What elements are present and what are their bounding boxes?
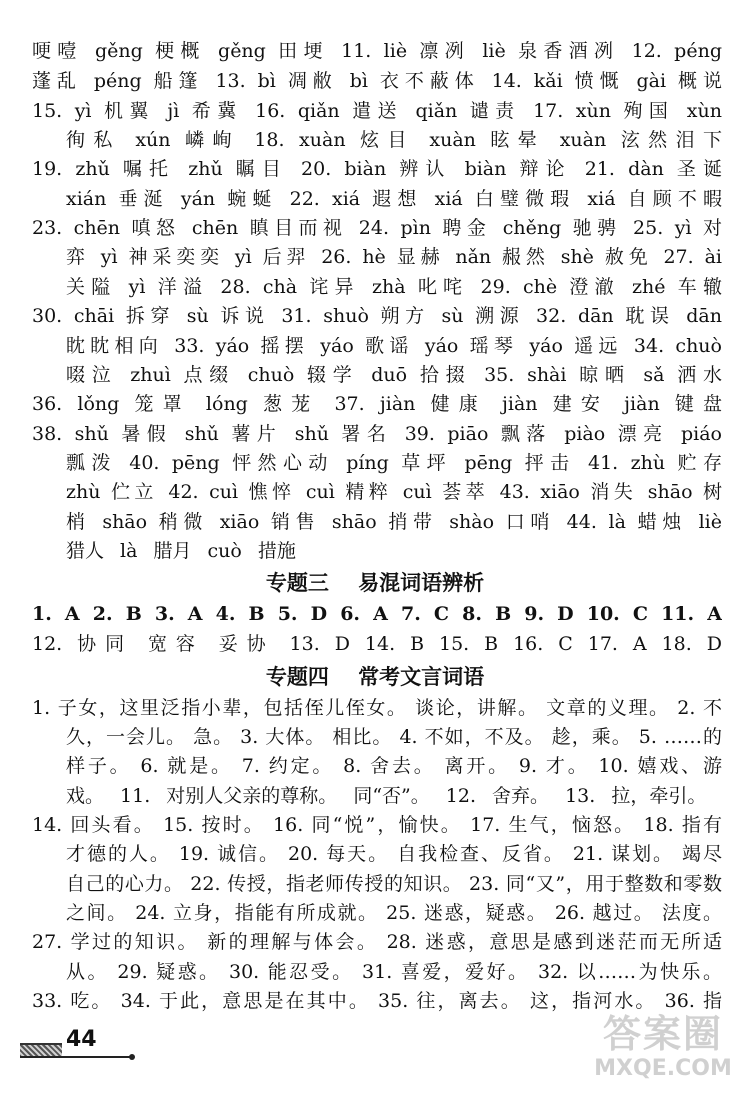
answer-line: 久，一会儿。 急。 3. 大体。 相比。 4. 不如，不及。 趁，乘。 5. ……的: [66, 726, 722, 748]
answer-line: 才德的人。 19. 诚信。 20. 每天。 自我检查、反省。 21. 谋划。 竭尽: [66, 843, 722, 865]
text-line: 啜泣 zhuì 点缀 chuò 辍学 duō 拾掇 35. shài 晾晒 sǎ 洒水: [66, 364, 722, 386]
watermark-site-text: MXQE.COM: [594, 1056, 732, 1081]
answer-line: 自己的心力。 22. 传授，指老师传授的知识。 23. 同“又”，用于整数和零数: [66, 873, 722, 895]
answer-line: 1. A 2. B 3. A 4. B 5. D 6. A 7. C 8. B 9. D 10. C 11. A: [32, 603, 722, 625]
text-line: 徇私 xún 嶙峋 18. xuàn 炫目 xuàn 眩晕 xuàn 泫然泪下: [66, 129, 722, 151]
text-line: 19. zhǔ 嘱托 zhǔ 瞩目 20. biàn 辨认 biàn 辩论 21. dàn 圣诞: [32, 158, 722, 180]
watermark-logo-text: 答案圈: [602, 1012, 723, 1056]
answer-line: 27. 学过的知识。 新的理解与体会。 28. 迷惑，意思是感到迷茫而无所适: [32, 931, 722, 953]
page-number: 44: [66, 1027, 97, 1052]
text-line: 梢 shāo 稍微 xiāo 销售 shāo 捎带 shào 口哨 44. là 蜡烛 liè: [66, 511, 722, 533]
answer-line: 14. 回头看。 15. 按时。 16. 同“悦”，愉快。 17. 生气，恼怒。 18. 指有: [32, 814, 722, 836]
text-line: 蓬乱 péng 船篷 13. bì 凋敝 bì 衣不蔽体 14. kǎi 愤慨 gài 概说: [32, 70, 722, 92]
text-line: 15. yì 机翼 jì 希冀 16. qiǎn 遣送 qiǎn 谴责 17. xùn 殉国 xùn: [32, 100, 722, 122]
answer-line: 33. 吃。 34. 于此，意思是在其中。 35. 往，离去。 这，指河水。 36. 指: [32, 990, 722, 1012]
answer-line: 从。 29. 疑惑。 30. 能忍受。 31. 喜爱，爱好。 32. 以……为快乐。: [66, 961, 722, 983]
answer-line: 样子。 6. 就是。 7. 约定。 8. 舍去。 离开。 9. 才。 10. 嬉戏、游: [66, 755, 722, 777]
answer-line: 之间。 24. 立身，指能有所成就。 25. 迷惑，疑惑。 26. 越过。 法度。: [66, 902, 722, 924]
text-line: 弈 yì 神采奕奕 yì 后羿 26. hè 显赫 nǎn 赧然 shè 赦免 27. ài: [66, 246, 722, 268]
text-line: 36. lǒng 笼罩 lóng 葱茏 37. jiàn 健康 jiàn 建安 jiàn 键盘: [32, 393, 722, 415]
footer-rule: [20, 1056, 132, 1058]
watermark-logo: [588, 1012, 738, 1090]
text-line: 23. chēn 嗔怒 chēn 瞋目而视 24. pìn 聘金 chěng 驰骋 25. yì 对: [32, 217, 722, 239]
footer-decoration: [20, 1043, 62, 1057]
text-line: 瓢泼 40. pēng 怦然心动 píng 草坪 pēng 抨击 41. zhù 贮存: [66, 452, 722, 474]
footer-dot: [129, 1054, 135, 1060]
text-line: 眈眈相向 33. yáo 摇摆 yáo 歌谣 yáo 瑶琴 yáo 遥远 34. chuò: [66, 335, 722, 357]
text-line: zhù 伫立 42. cuì 憔悴 cuì 精粹 cuì 荟萃 43. xiāo 消失 shāo 树: [66, 481, 722, 503]
section-title: 专题三 易混词语辨析: [265, 571, 485, 595]
text-line: 38. shǔ 暑假 shǔ 薯片 shǔ 署名 39. piāo 飘落 piào 漂亮 piáo: [32, 423, 722, 445]
text-line: xián 垂涎 yán 蜿蜒 22. xiá 遐想 xiá 白璧微瑕 xiá 自顾不暇: [66, 188, 722, 210]
text-line: 关隘 yì 洋溢 28. chà 诧异 zhà 叱咤 29. chè 澄澈 zhé 车辙: [66, 276, 722, 298]
text-line: 猎人 là 腊月 cuò 措施: [66, 540, 296, 562]
answer-line: 戏。 11. 对别人父亲的尊称。 同“否”。 12. 舍弃。 13. 拉，牵引。: [66, 785, 707, 807]
section-title: 专题四 常考文言词语: [265, 665, 485, 689]
answer-line: 1. 子女，这里泛指小辈，包括侄儿侄女。 谈论，讲解。 文章的义理。 2. 不: [32, 697, 722, 719]
text-line: 哽噎 gěng 梗概 gěng 田埂 11. liè 凛冽 liè 泉香酒冽 12. péng: [32, 40, 722, 62]
text-line: 30. chāi 拆穿 sù 诉说 31. shuò 朔方 sù 溯源 32. dān 耽误 dān: [32, 305, 722, 327]
answer-line: 12. 协同 宽容 妥协 13. D 14. B 15. B 16. C 17. A 18. D: [32, 633, 722, 655]
